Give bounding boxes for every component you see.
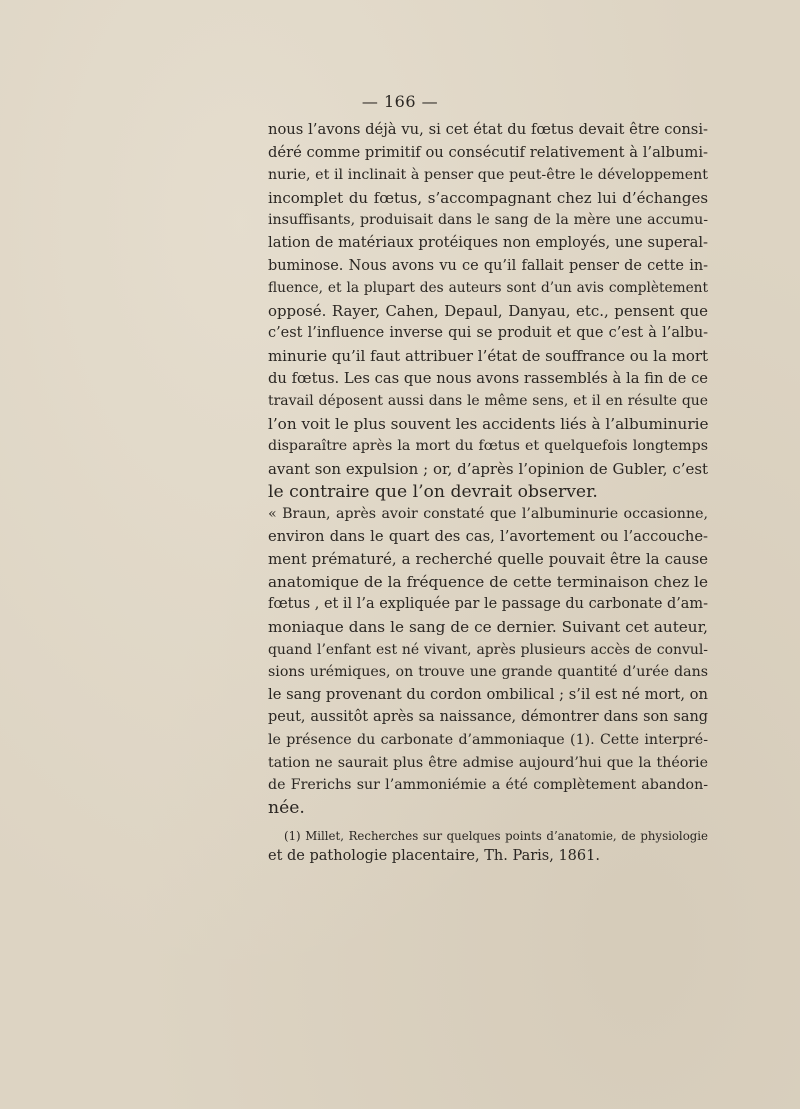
text-line: nous l’avons déjà vu, si cet état du fœtus devait être consi- bbox=[268, 121, 708, 138]
text-line: c’est l’influence inverse qui se produit et que c’est à l’albu- bbox=[268, 325, 708, 342]
text-line: « Braun, après avoir constaté que l’albuminurie occasionne, bbox=[268, 506, 708, 523]
text-line: l’on voit le plus souvent les accidents liés à l’albuminurie bbox=[268, 414, 709, 433]
text-line: de Frerichs sur l’ammoniémie a été complètement abandon- bbox=[268, 777, 708, 794]
text-line: disparaître après la mort du fœtus et quelquefois longtemps bbox=[268, 438, 708, 455]
text-line: quand l’enfant est né vivant, après plusieurs accès de convul- bbox=[268, 641, 708, 658]
text-line: opposé. Rayer, Cahen, Depaul, Danyau, etc., pensent que bbox=[268, 301, 708, 320]
text-line: environ dans le quart des cas, l’avortement ou l’accouche- bbox=[268, 527, 708, 545]
text-line: née. bbox=[268, 797, 305, 818]
text-line: travail déposent aussi dans le même sens, et il en résulte que bbox=[268, 393, 708, 410]
footnote bbox=[268, 826, 708, 866]
text-line: moniaque dans le sang de ce dernier. Suivant cet auteur, bbox=[268, 618, 708, 637]
body-text bbox=[268, 119, 708, 819]
text-line: minurie qu’il faut attribuer l’état de souffrance ou la mort bbox=[268, 346, 708, 365]
text-line: buminose. Nous avons vu ce qu’il fallait penser de cette in- bbox=[268, 257, 708, 274]
text-line: tation ne saurait plus être admise aujourd’hui que la théorie bbox=[268, 754, 708, 771]
page-number: — 166 — bbox=[361, 92, 439, 111]
text-line: le contraire que l’on devrait observer. bbox=[268, 481, 598, 502]
text-line: le sang provenant du cordon ombilical ; s’il est né mort, on bbox=[268, 685, 708, 703]
text-line: avant son expulsion ; or, d’après l’opinion de Gubler, c’est bbox=[268, 459, 708, 478]
text-line: le présence du carbonate d’ammoniaque (1). Cette interpré- bbox=[268, 732, 708, 749]
text-line: sions urémiques, on trouve une grande quantité d’urée dans bbox=[268, 664, 708, 681]
footnote-line: (1) Millet, Recherches sur quelques points d’anatomie, de physiologie bbox=[284, 829, 708, 843]
text-line: ment prématuré, a recherché quelle pouvait être la cause bbox=[268, 550, 708, 569]
text-line: fluence, et la plupart des auteurs sont d’un avis complètement bbox=[268, 280, 708, 297]
footnote-line: et de pathologie placentaire, Th. Paris, 1861. bbox=[268, 848, 600, 864]
text-line: nurie, et il inclinait à penser que peut-être le développement bbox=[268, 167, 708, 184]
text-line: lation de matériaux protéiques non employés, une superal- bbox=[268, 233, 708, 251]
text-line: insuffisants, produisait dans le sang de la mère une accumu- bbox=[268, 212, 708, 229]
text-line: peut, aussitôt après sa naissance, démontrer dans son sang bbox=[268, 709, 708, 726]
text-line: du fœtus. Les cas que nous avons rassemblés à la fin de ce bbox=[268, 369, 708, 387]
text-line: déré comme primitif ou consécutif relativement à l’albumi- bbox=[268, 143, 708, 161]
text-line: incomplet du fœtus, s’accompagnant chez lui d’échanges bbox=[268, 188, 708, 207]
text-line: fœtus , et il l’a expliquée par le passage du carbonate d’am- bbox=[268, 596, 708, 613]
text-line: anatomique de la fréquence de cette terminaison chez le bbox=[268, 572, 708, 591]
